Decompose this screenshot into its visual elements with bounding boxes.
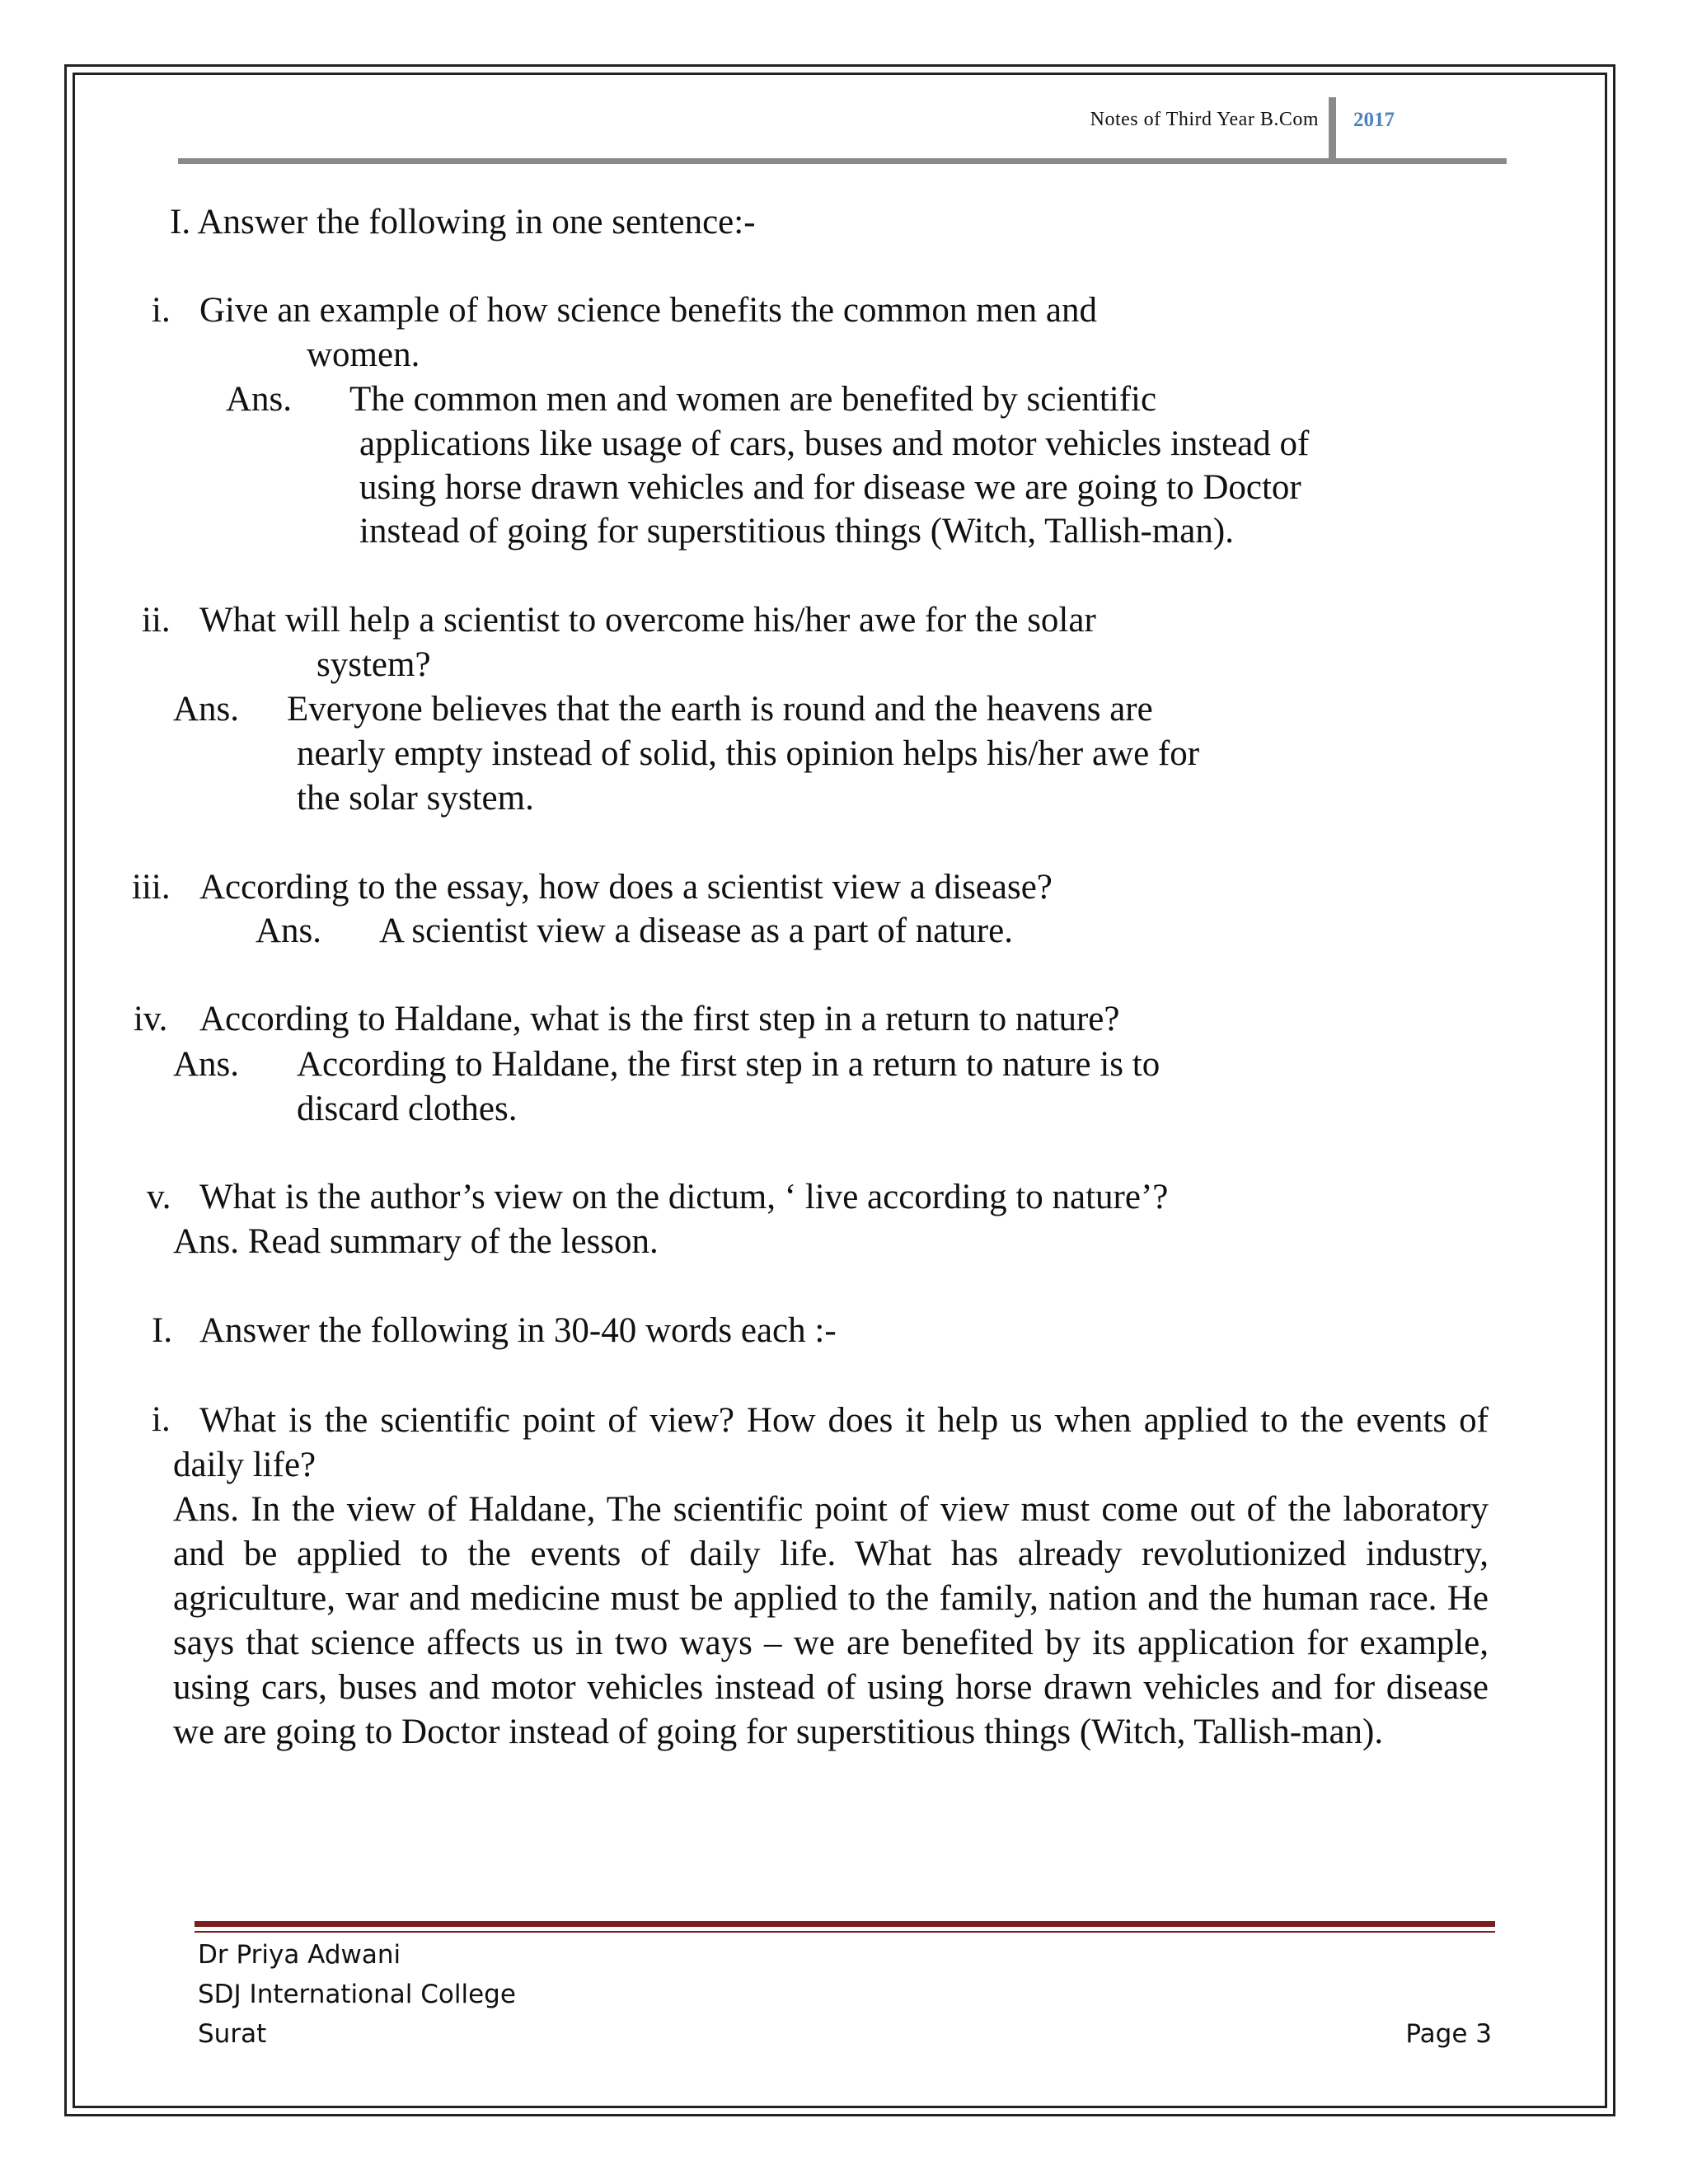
q2-question: What will help a scientist to overcome his/her awe for the solar — [199, 601, 1096, 640]
footer-author: Dr Priya Adwani — [198, 1940, 401, 1970]
section1-heading: I. Answer the following in one sentence:- — [170, 203, 756, 241]
q4-ans-label: Ans. — [173, 1045, 240, 1084]
q1-ans-label: Ans. — [226, 380, 293, 419]
q5-number: v. — [147, 1178, 171, 1216]
footer-city: Surat — [198, 2019, 267, 2049]
q1-answer-line: The common men and women are benefited by scientific — [349, 380, 1157, 419]
header-year: 2017 — [1353, 109, 1395, 131]
q1-number: i. — [152, 291, 171, 330]
s2-q1-question: What is the scientific point of view? How does it help us when applied to the events of daily life? — [173, 1401, 1489, 1484]
q1-question-cont: women. — [307, 335, 420, 374]
q2-number: ii. — [142, 601, 171, 640]
footer-rule — [195, 1921, 1495, 1927]
q5-answer-line: Ans. Read summary of the lesson. — [173, 1222, 659, 1261]
s2-q1-number: i. — [152, 1400, 171, 1439]
q1-answer-line: using horse drawn vehicles and for disease we are going to Doctor — [359, 468, 1301, 507]
q2-answer-line: the solar system. — [297, 779, 534, 818]
q4-answer-line: discard clothes. — [297, 1090, 518, 1128]
s2-q1-answer: Ans. In the view of Haldane, The scientific point of view must come out of the laboratory and be applied to the events of daily life. What has already revolutionized industry, agriculture, war and medicine must be applied to the family, nation and the human race. He says that science affects us in two ways – we are benefited by its application for example, using cars, buses and motor vehicles instead of using horse drawn vehicles and for disease we are going to Doctor instead of going for superstitious things (Witch, Tallish-man). — [173, 1490, 1489, 1751]
q4-answer-line: According to Haldane, the first step in a return to nature is to — [297, 1045, 1160, 1084]
q2-ans-label: Ans. — [173, 690, 240, 729]
q5-question: What is the author’s view on the dictum, ‘ live according to nature’? — [199, 1178, 1169, 1216]
section2-heading: Answer the following in 30-40 words each :- — [199, 1311, 837, 1350]
q1-answer-line: instead of going for superstitious things (Witch, Tallish-man). — [359, 512, 1234, 551]
footer-rule-thin — [195, 1931, 1495, 1933]
header-title: Notes of Third Year B.Com — [1090, 109, 1319, 130]
q2-question-cont: system? — [316, 645, 431, 684]
q2-answer-line: nearly empty instead of solid, this opinion helps his/her awe for — [297, 734, 1200, 773]
header-divider — [1329, 97, 1336, 160]
q3-question: According to the essay, how does a scientist view a disease? — [199, 868, 1053, 907]
q2-answer-line: Everyone believes that the earth is round and the heavens are — [287, 690, 1153, 729]
footer-page-number: Page 3 — [1405, 2019, 1492, 2049]
q4-question: According to Haldane, what is the first step in a return to nature? — [199, 1000, 1120, 1038]
q4-number: iv. — [134, 1000, 168, 1038]
q1-question: Give an example of how science benefits the common men and — [199, 291, 1097, 330]
q3-answer-line: A scientist view a disease as a part of nature. — [379, 912, 1013, 950]
footer-college: SDJ International College — [198, 1980, 516, 2009]
q1-answer-line: applications like usage of cars, buses and motor vehicles instead of — [359, 424, 1310, 463]
header-rule — [178, 158, 1507, 164]
q3-ans-label: Ans. — [256, 912, 322, 950]
section2-number: I. — [152, 1311, 173, 1350]
q3-number: iii. — [132, 868, 171, 907]
